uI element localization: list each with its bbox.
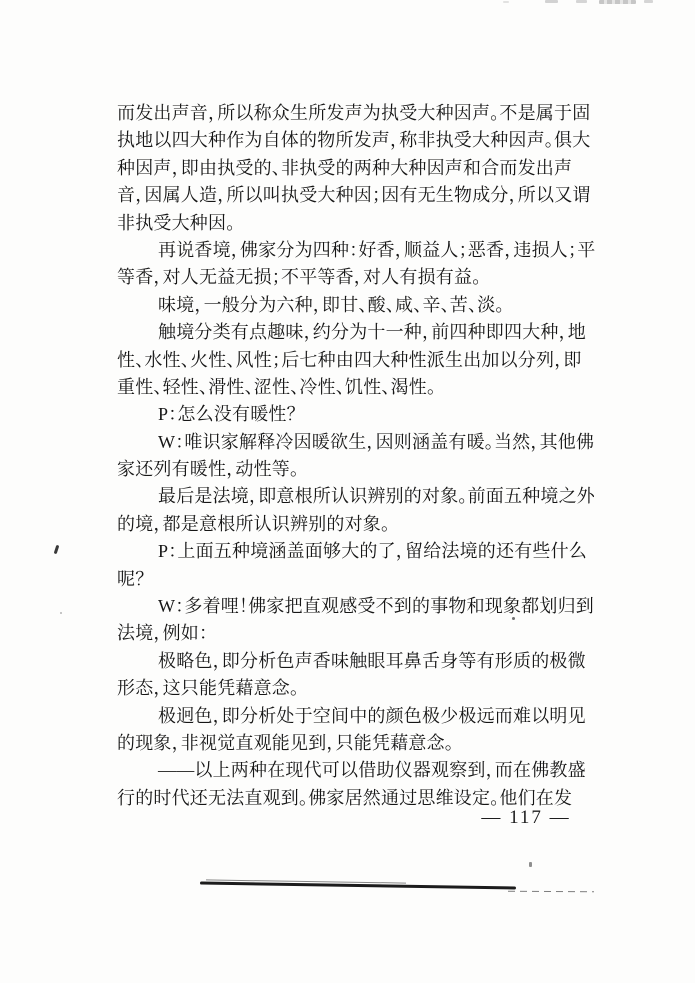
text-line: ——以上两种在现代可以借助仪器观察到，而在佛教盛: [158, 760, 586, 781]
scan-smudge: [545, 0, 558, 3]
text-line: 触境分类有点趣味，约分为十一种，前四种即四大种，地: [158, 322, 586, 343]
scan-smudge: [599, 0, 636, 4]
text-line: 音，因属人造，所以叫执受大种因；因有无生物成分，所以又谓: [117, 185, 591, 206]
text-line: 再说香境，佛家分为四种：好香，顺益人；恶香，违损人；平: [158, 239, 596, 260]
page-number: — 117 —: [481, 807, 571, 828]
text-line: 的境，都是意根所认识辨别的对象。: [117, 513, 391, 534]
ink-speck: [529, 862, 532, 867]
text-line: P：上面五种境涵盖面够大的了，留给法境的还有些什么: [158, 541, 588, 562]
scan-smudge: [503, 1, 509, 3]
text-line: 执地以四大种作为自体的物所发声，称非执受大种因声。俱大: [117, 130, 591, 151]
text-line: 重性、轻性、滑性、涩性、冷性、饥性、渴性。: [117, 376, 437, 397]
ink-speck: [54, 545, 60, 554]
text-line: 最后是法境，即意根所认识辨别的对象。前面五种境之外: [158, 486, 595, 507]
text-line: 等香，对人无益无损；不平等香，对人有损有益。: [117, 267, 482, 288]
text-line: 法境，例如：: [117, 623, 209, 644]
text-line: 味境，一般分为六种，即甘、酸、咸、辛、苦、淡。: [158, 294, 505, 315]
page-body: [117, 100, 611, 812]
scan-artifact-line: [508, 891, 594, 893]
text-line: 而发出声音，所以称众生所发声为执受大种因声。不是属于固: [117, 103, 591, 123]
text-line: 种因声，即由执受的、非执受的两种大种因声和合而发出声: [117, 157, 573, 178]
text-line: W：唯识家解释冷因暖欲生，因则涵盖有暖。当然，其他佛: [158, 431, 595, 452]
text-line: 非执受大种因。: [117, 212, 236, 233]
scan-smudge: [644, 0, 653, 3]
ink-speck: [512, 617, 515, 620]
ink-speck: [60, 612, 62, 614]
text-line: 形态，这只能凭藉意念。: [117, 678, 300, 699]
text-line: 行的时代还无法直观到。佛家居然通过思维设定。他们在发: [117, 787, 573, 808]
text-line: 极迥色，即分析处于空间中的颜色极少极远而难以明见: [158, 705, 586, 726]
text-line: W：多着哩！佛家把直观感受不到的事物和现象都划归到: [158, 596, 594, 617]
text-line: 性、水性、火性、风性；后七种由四大种性派生出加以分列，即: [117, 349, 582, 370]
scan-smudge: [576, 0, 587, 3]
text-line: 的现象，非视觉直观能见到，只能凭藉意念。: [117, 732, 454, 753]
text-line: 呢？: [117, 568, 145, 589]
text-line: P：怎么没有暖性？: [158, 404, 296, 425]
text-line: 极略色，即分析色声香味触眼耳鼻舌身等有形质的极微: [158, 650, 586, 671]
text-line: 家还列有暖性，动性等。: [117, 459, 300, 480]
